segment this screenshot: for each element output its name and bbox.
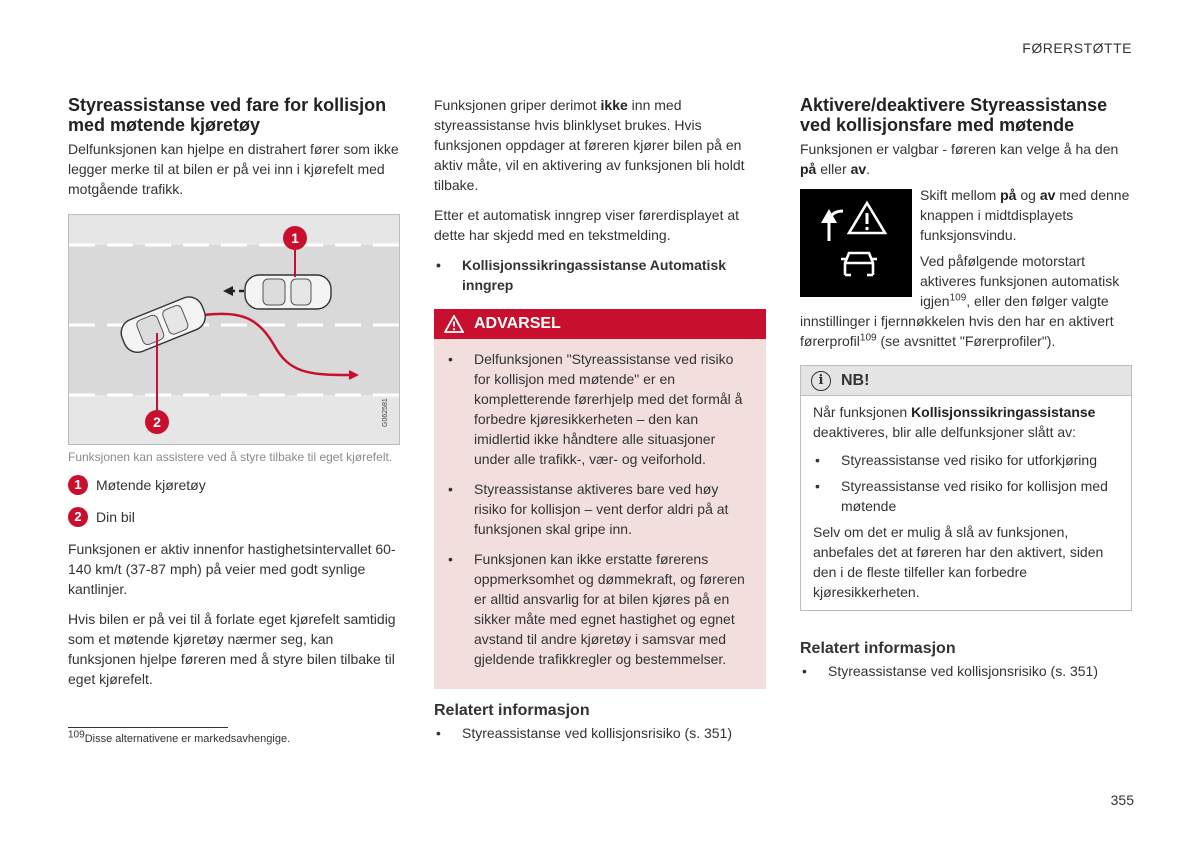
related-title: Relatert informasjon: [434, 702, 590, 719]
info-icon: i: [811, 371, 831, 391]
related-list: [434, 723, 766, 743]
warning-body: [434, 339, 766, 689]
note-title: NB!: [841, 371, 870, 389]
warning-title: ADVARSEL: [474, 315, 561, 332]
note-body: [801, 396, 1131, 610]
figure-badge-1: 1: [291, 230, 299, 246]
warning-triangle-icon: [444, 315, 464, 333]
oncoming-car: [245, 275, 331, 309]
warning-list: [446, 349, 752, 669]
switch-paragraph: Skift mellom på og av med denne knappen i midtdisplayets funksjonsvindu.: [920, 187, 1130, 243]
function-button-icon: [800, 189, 912, 297]
road-illustration: [69, 215, 399, 444]
page-number: 355: [1110, 792, 1134, 808]
note-item: • Styreassistanse ved risiko for utforkjøring: [813, 450, 1119, 470]
figure-caption: Funksjonen kan assistere ved å styre tilbake til eget kjørefelt.: [68, 450, 393, 464]
related-title: Relatert informasjon: [800, 640, 956, 657]
message-item: • Kollisjonssikringassistanse Automatisk inngrep: [434, 255, 766, 295]
legend-badge: 2: [68, 507, 88, 527]
legend-item-1: [68, 475, 400, 495]
legend-item-2: [68, 507, 400, 527]
related-link[interactable]: • Styreassistanse ved kollisjonsrisiko (s. 351): [800, 661, 1132, 681]
intro-paragraph: Funksjonen er valgbar - føreren kan velge å ha den på eller av.: [800, 141, 1119, 177]
restart-paragraph: Ved påfølgende motorstart aktiveres funksjonen automatisk igjen$^{109}$, eller den følger valgte innstillinger i fjernnøkkelen hvis den har en aktivert førerprofil$^{109}$ (se avsnittet "Førerprofiler").: [800, 253, 1120, 349]
note-header: [801, 366, 1131, 396]
note-intro: Når funksjonen Kollisjonssikringassistanse deaktiveres, blir alle delfunksjoner slått av:: [813, 404, 1096, 440]
warning-box: [434, 309, 766, 689]
message-list: [434, 255, 766, 295]
note-outro: Selv om det er mulig å slå av funksjonen, anbefales det at føreren har den aktivert, siden den i de fleste tilfeller kan forbedre kjøresikkerheten.: [813, 524, 1104, 600]
column-middle: [434, 95, 766, 751]
warning-item: • Funksjonen kan ikke erstatte førerens oppmerksomhet og dømmekraft, og føreren er alltid ansvarlig for at bilen kjøres på en sikker måte med egnet hastighet og egnet avstand til andre kjøretøy i samsvar med gjeldende trafikkregler og bestemmelser.: [446, 549, 752, 669]
figure-code: G062581: [382, 398, 389, 427]
assist-paragraph: Hvis bilen er på vei til å forlate eget kjørefelt samtidig som et møtende kjøretøy nærmer seg, kan funksjonen hjelpe føreren med å styre bilen tilbake til eget kjørefelt.: [68, 611, 396, 687]
legend-label: Din bil: [96, 509, 135, 525]
related-list: [800, 661, 1132, 681]
warning-item: • Styreassistanse aktiveres bare ved høy risiko for kollisjon – vent derfor aldri på at funksjonen skal gripe inn.: [446, 479, 752, 539]
legend-badge: 1: [68, 475, 88, 495]
note-list: [813, 450, 1119, 516]
note-item: • Styreassistanse ved risiko for kollisjon med møtende: [813, 476, 1119, 516]
illustration-figure: [68, 214, 400, 445]
footnote-number: 109: [68, 729, 85, 741]
footnote-divider: [68, 727, 228, 728]
column-right: [800, 95, 1132, 689]
display-paragraph: Etter et automatisk inngrep viser førerdisplayet at dette har skjedd med en tekstmelding.: [434, 207, 740, 243]
intervention-paragraph: Funksjonen griper derimot ikke inn med styreassistanse hvis blinklyset brukes. Hvis funksjonen oppdager at føreren kjører bilen på en aktiv måte, vil en aktivering av funksjonen bli holdt tilbake.: [434, 97, 745, 193]
section-title: Styreassistanse ved fare for kollisjon med møtende kjøretøy: [68, 95, 387, 135]
footnote-text: Disse alternativene er markedsavhengige.: [84, 733, 291, 745]
note-box: [800, 365, 1132, 611]
figure-badge-2: 2: [153, 414, 161, 430]
section-title: Aktivere/deaktivere Styreassistanse ved kollisjonsfare med møtende: [800, 95, 1108, 135]
intro-paragraph: Delfunksjonen kan hjelpe en distrahert fører som ikke legger merke til at bilen er på vei inn i kjørefelt med motgående trafikk.: [68, 141, 399, 197]
steer-assist-oncoming-icon: [811, 197, 901, 289]
warning-header: [434, 309, 766, 339]
chapter-header: FØRERSTØTTE: [1022, 40, 1132, 56]
legend-label: Møtende kjøretøy: [96, 477, 206, 493]
related-link[interactable]: • Styreassistanse ved kollisjonsrisiko (s. 351): [434, 723, 766, 743]
column-left: [68, 95, 400, 699]
warning-item: • Delfunksjonen "Styreassistanse ved risiko for kollisjon med møtende" er en kompletterende førerhjelp med det formål å forbedre kjøresikkerheten – den kan imidlertid ikke håndtere alle situasjoner under alle trafikk-, vær- og veiforhold.: [446, 349, 752, 469]
footnote: [68, 729, 291, 745]
speed-paragraph: Funksjonen er aktiv innenfor hastighetsintervallet 60-140 km/t (37-87 mph) på veier med godt synlige kantlinjer.: [68, 541, 396, 597]
